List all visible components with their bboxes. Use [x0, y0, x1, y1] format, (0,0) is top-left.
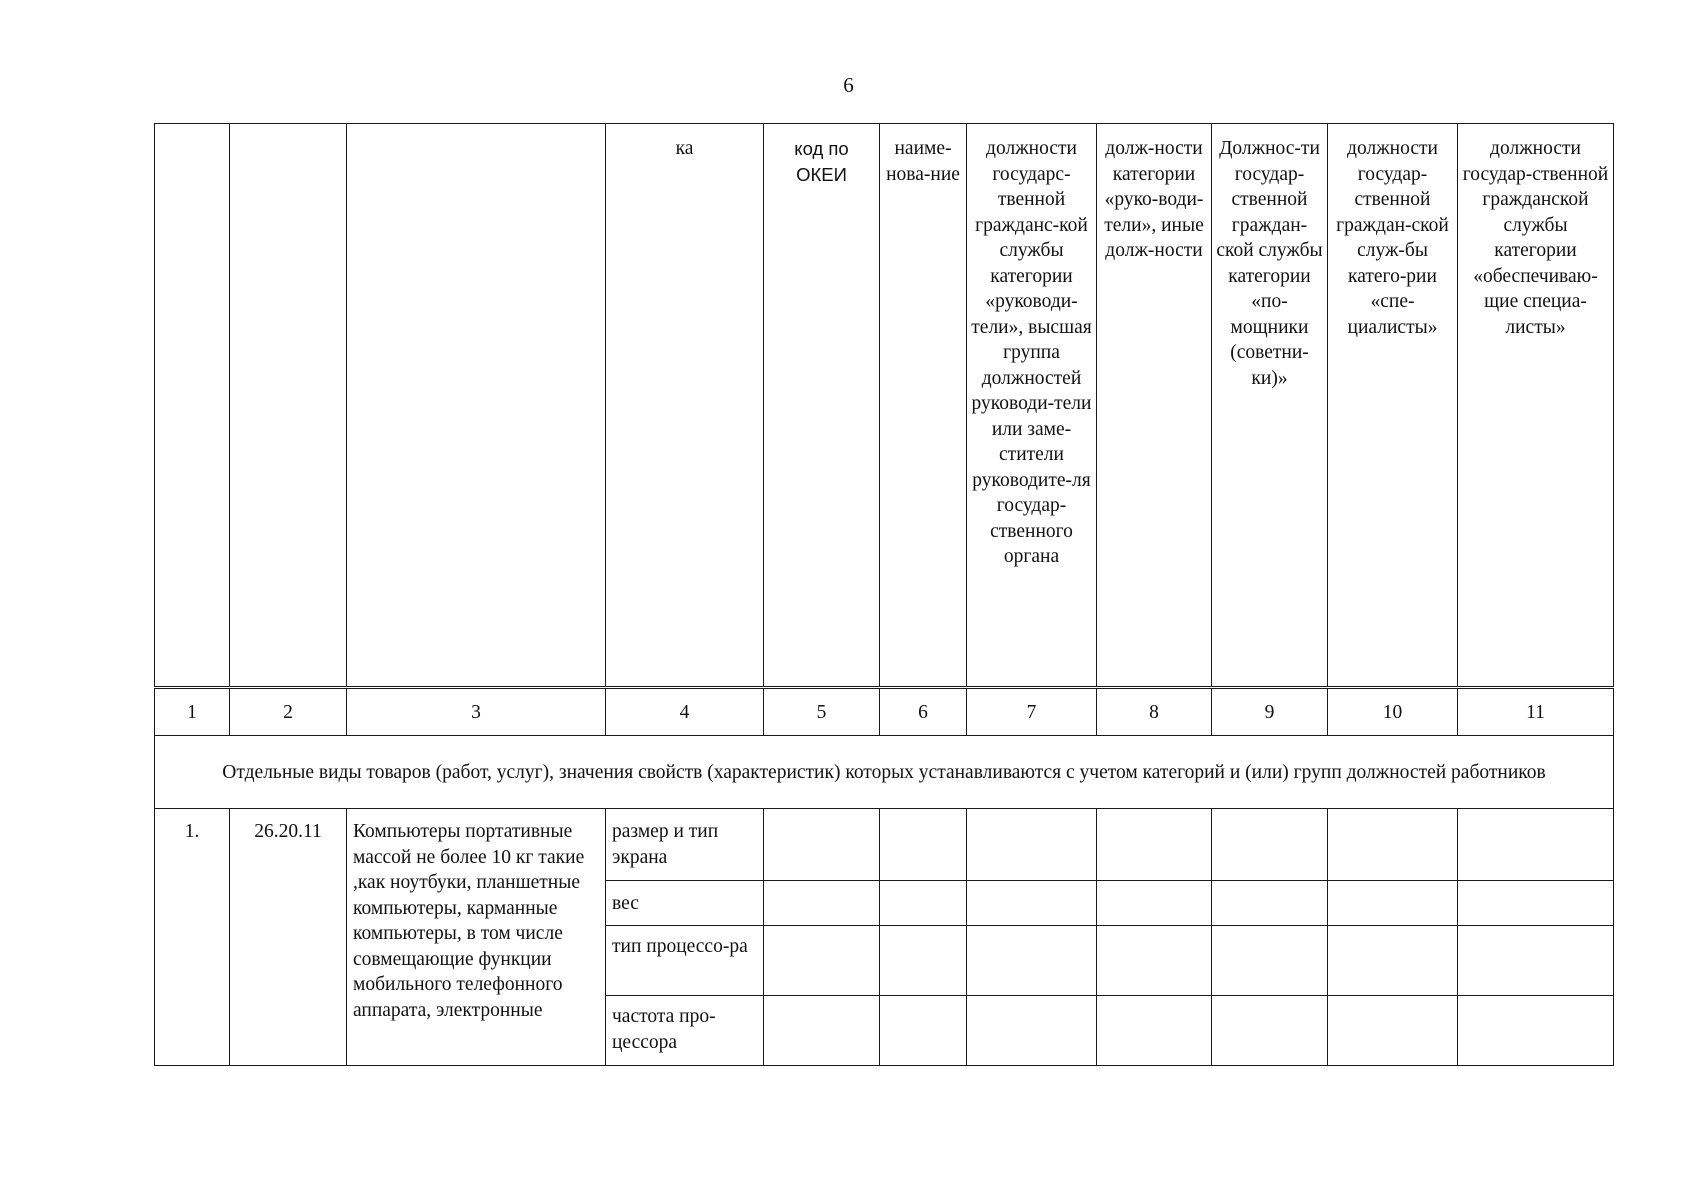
column-number: 9 — [1212, 689, 1328, 736]
value-cell — [1328, 996, 1458, 1066]
header-cell-6: наиме-нова-ние — [880, 124, 967, 687]
header-cell-5: код по ОКЕИ — [764, 124, 880, 687]
column-number: 4 — [606, 689, 764, 736]
header-cell-7: должности государс-твенной гражданс-кой службы категории «руководи-тели», высшая группа должностей руководи-тели или заме-стители руководите-ля государ-ственного органа — [967, 124, 1097, 687]
requirements-table-grid — [154, 123, 1614, 1066]
item-number: 1. — [155, 809, 230, 1066]
value-cell — [967, 809, 1097, 881]
header-cell-11: должности государ-ственной гражданской службы категории «обеспечиваю-щие специа-листы» — [1458, 124, 1614, 687]
value-cell — [880, 809, 967, 881]
value-cell — [1212, 809, 1328, 881]
value-cell — [1212, 996, 1328, 1066]
value-cell — [1097, 996, 1212, 1066]
value-cell — [1328, 926, 1458, 996]
header-cell-4: ка — [606, 124, 764, 687]
header-cell-3 — [347, 124, 606, 687]
value-cell — [764, 809, 880, 881]
property-label: тип процессо-ра — [606, 926, 764, 996]
value-cell — [1212, 926, 1328, 996]
page-number: 6 — [843, 73, 854, 97]
requirements-table — [154, 123, 1613, 1066]
property-label: частота про-цессора — [606, 996, 764, 1066]
value-cell — [764, 881, 880, 926]
value-cell — [1097, 926, 1212, 996]
value-cell — [1458, 881, 1614, 926]
column-number: 6 — [880, 689, 967, 736]
value-cell — [880, 881, 967, 926]
column-number: 10 — [1328, 689, 1458, 736]
section-title: Отдельные виды товаров (работ, услуг), значения свойств (характеристик) которых устанавливаются с учетом категорий и (или) групп должностей работников — [155, 736, 1614, 809]
header-cell-2 — [230, 124, 347, 687]
column-number: 11 — [1458, 689, 1614, 736]
item-name: Компьютеры портативные массой не более 10 кг такие ,как ноутбуки, планшетные компьютеры, карманные компьютеры, в том числе совмещающие функции мобильного телефонного аппарата, электронные — [347, 809, 606, 1066]
value-cell — [1097, 881, 1212, 926]
value-cell — [764, 926, 880, 996]
section-title-row — [155, 736, 1614, 809]
column-number: 5 — [764, 689, 880, 736]
value-cell — [967, 881, 1097, 926]
value-cell — [1458, 996, 1614, 1066]
property-label: размер и тип экрана — [606, 809, 764, 881]
column-numbers-row — [155, 689, 1614, 736]
column-number: 1 — [155, 689, 230, 736]
header-cell-9: Должнос-ти государ-ственной граждан-ской службы категории «по-мощники (советни-ки)» — [1212, 124, 1328, 687]
header-cell-10: должности государ-ственной граждан-ской служ-бы катего-рии «спе-циалисты» — [1328, 124, 1458, 687]
value-cell — [1097, 809, 1212, 881]
value-cell — [764, 996, 880, 1066]
header-cell-8: долж-ности категории «руко-води-тели», иные долж-ности — [1097, 124, 1212, 687]
value-cell — [1328, 809, 1458, 881]
value-cell — [1458, 926, 1614, 996]
value-cell — [967, 996, 1097, 1066]
column-number: 7 — [967, 689, 1097, 736]
property-label: вес — [606, 881, 764, 926]
value-cell — [880, 926, 967, 996]
value-cell — [880, 996, 967, 1066]
header-cell-1 — [155, 124, 230, 687]
value-cell — [1458, 809, 1614, 881]
value-cell — [1328, 881, 1458, 926]
column-number: 3 — [347, 689, 606, 736]
value-cell — [1212, 881, 1328, 926]
column-number: 2 — [230, 689, 347, 736]
table-row — [155, 809, 1614, 881]
item-code: 26.20.11 — [230, 809, 347, 1066]
column-number: 8 — [1097, 689, 1212, 736]
value-cell — [967, 926, 1097, 996]
table-header-row — [155, 124, 1614, 687]
